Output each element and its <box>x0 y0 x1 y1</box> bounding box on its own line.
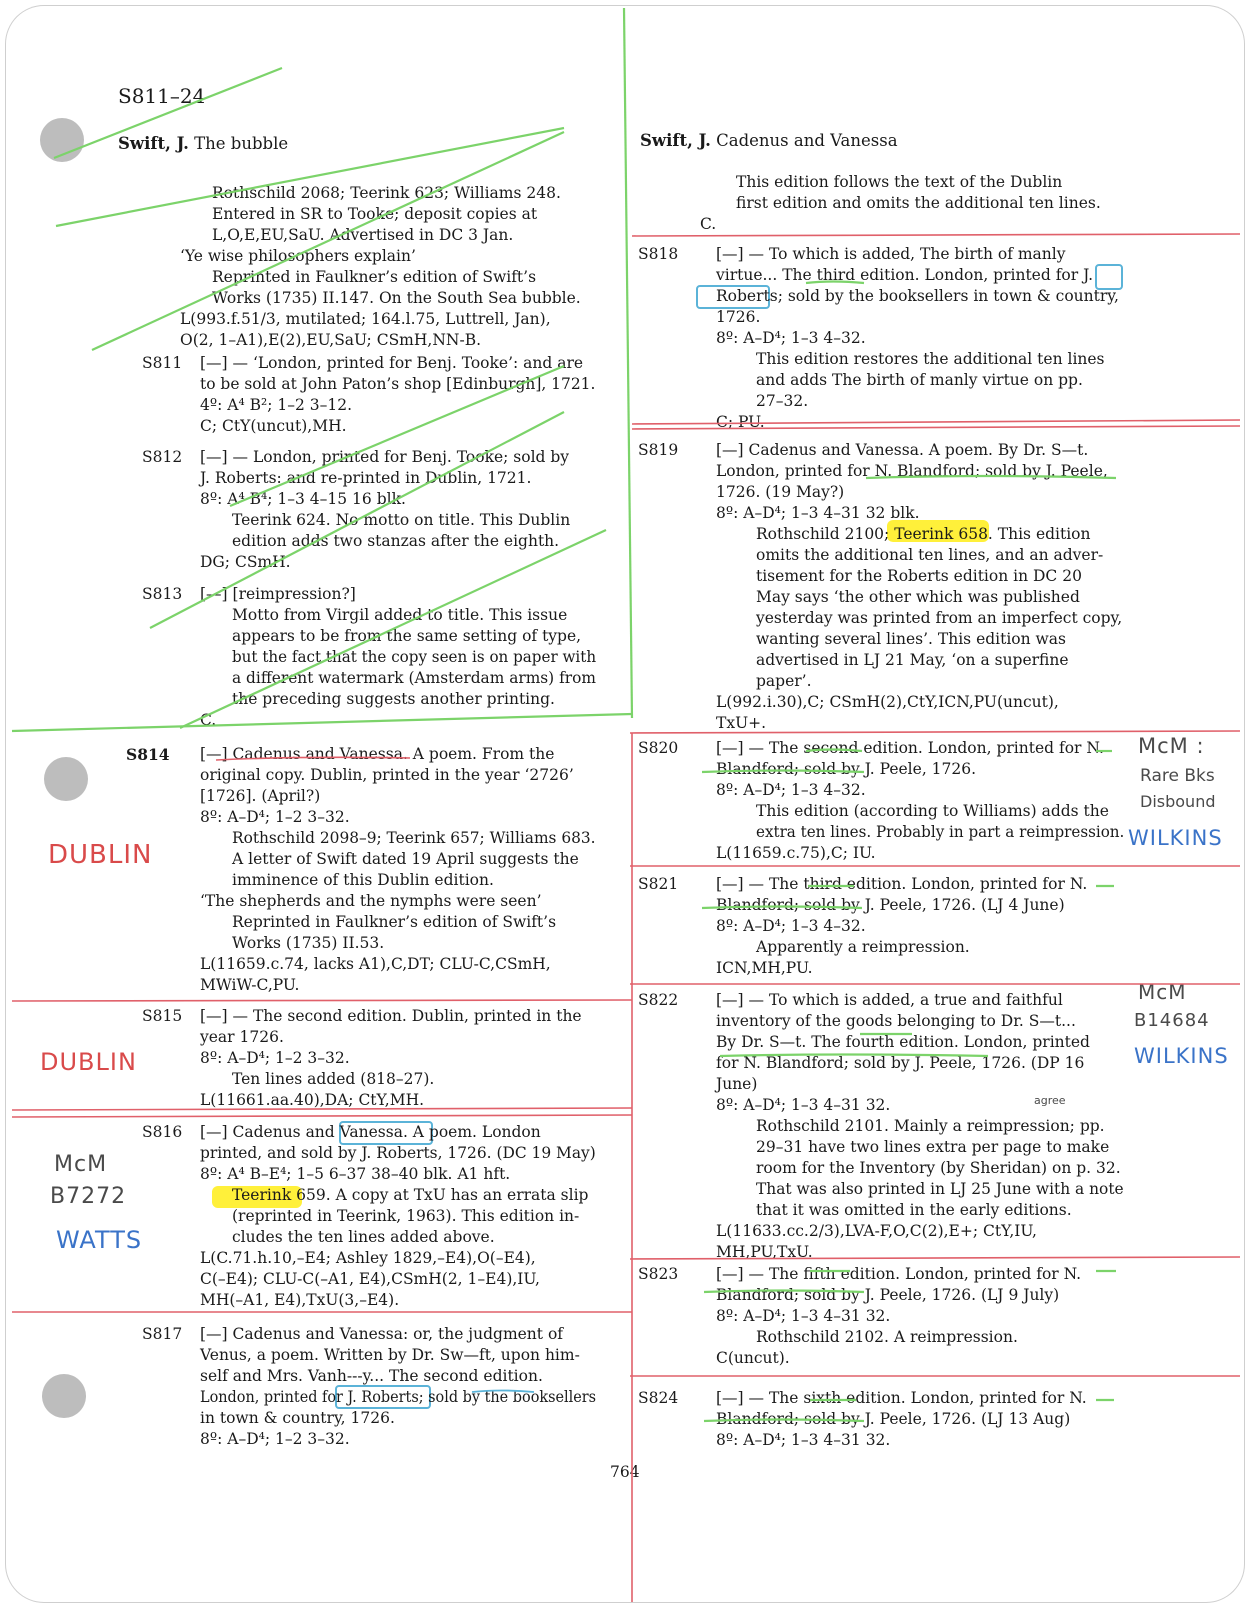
entry-id-s822: S822 <box>638 991 679 1009</box>
green-underline-blandford-s820 <box>702 771 864 773</box>
entry-line: Works (1735) II.53. <box>232 934 385 952</box>
entry-line: paper’. <box>756 672 812 690</box>
entry-line: [—] — The second edition. Dublin, printed in the <box>200 1007 582 1025</box>
entry-line: 8º: A–D⁴; 1–3 4–32. <box>716 781 866 799</box>
entry-id-s818: S818 <box>638 245 679 263</box>
annotation-wilkins-1: WILKINS <box>1128 826 1223 850</box>
green-underline-blandford-s824 <box>704 1420 864 1422</box>
entry-line: L(11659.c.75),C; IU. <box>716 844 876 862</box>
entry-id-s817: S817 <box>142 1325 183 1343</box>
entry-line: London, printed for J. Roberts; sold by the booksellers <box>200 1388 597 1406</box>
red-rule-3 <box>632 426 1240 429</box>
entry-line: This edition follows the text of the Dublin <box>736 173 1063 191</box>
entry-line: yesterday was printed from an imperfect copy, <box>756 609 1123 627</box>
entry-line: inventory of the goods belonging to Dr. S—t... <box>716 1012 1076 1030</box>
entry-line: C; PU. <box>716 413 765 431</box>
red-underline-cadenus <box>216 757 410 760</box>
entry-line: L(C.71.h.10,–E4; Ashley 1829,–E4),O(–E4), <box>200 1249 536 1267</box>
entry-line: 27–32. <box>756 392 809 410</box>
entry-line: tisement for the Roberts edition in DC 20 <box>756 567 1082 585</box>
entry-line: 8º: A⁴ B–E⁴; 1–5 6–37 38–40 blk. A1 hft. <box>200 1165 511 1183</box>
entry-line: virtue... The third edition. London, printed for J. <box>716 266 1094 284</box>
entry-line: 1726. <box>716 308 761 326</box>
blue-underline-second-s817 <box>472 1391 534 1393</box>
entry-line: ‘The shepherds and the nymphs were seen’ <box>200 892 542 910</box>
green-underline-blandford-s822 <box>720 1055 988 1057</box>
entry-line: DG; CSmH. <box>200 553 291 571</box>
entry-line: [—] [reimpression?] <box>200 585 356 603</box>
entry-line: This edition restores the additional ten lines <box>756 350 1105 368</box>
entry-line: 8º: A–D⁴; 1–2 3–32. <box>200 808 350 826</box>
annotation-agree: agree <box>1034 1094 1066 1107</box>
entry-id-s823: S823 <box>638 1265 679 1283</box>
entry-line: C. <box>700 215 717 233</box>
entry-line: L(11633.cc.2/3),LVA-F,O,C(2),E+; CtY,IU, <box>716 1222 1037 1240</box>
entry-line: but the fact that the copy seen is on paper with <box>232 648 597 666</box>
entry-line: 8º: A⁴ B⁴; 1–3 4–15 16 blk. <box>200 490 406 508</box>
entry-line: in town & country, 1726. <box>200 1409 395 1427</box>
entry-line: to be sold at John Paton’s shop [Edinburgh], 1721. <box>200 375 596 393</box>
entry-line: By Dr. S—t. The fourth edition. London, printed <box>716 1033 1090 1051</box>
entry-id-s819: S819 <box>638 441 679 459</box>
annotation-mcm-1: McM <box>54 1152 108 1177</box>
red-rule-1 <box>632 234 1240 236</box>
right-heading-author: Swift, J. <box>640 131 711 150</box>
entry-line: 8º: A–D⁴; 1–3 4–32. <box>716 329 866 347</box>
annotation-wilkins-2: WILKINS <box>1134 1044 1229 1068</box>
entry-line: wanting several lines’. This edition was <box>756 630 1067 648</box>
entry-line: C. <box>200 711 217 729</box>
entry-line: TxU+. <box>716 714 767 732</box>
green-slash-4 <box>230 366 564 506</box>
entry-line: [—] — London, printed for Benj. Tooke; sold by <box>200 448 570 466</box>
left-intro-line: O(2, 1–A1),E(2),EU,SaU; CSmH,NN-B. <box>180 331 482 349</box>
entry-line: [—] — ‘London, printed for Benj. Tooke’: and are <box>200 354 584 372</box>
annotation-rare-bks: Rare Bks <box>1140 766 1215 786</box>
entry-line: 1726. (19 May?) <box>716 483 845 501</box>
entry-line: (reprinted in Teerink, 1963). This edition in- <box>232 1207 580 1225</box>
green-slash-5 <box>150 412 564 628</box>
entry-id-s814: S814 <box>126 745 170 764</box>
entry-line: June) <box>716 1075 758 1093</box>
entry-line: May says ‘the other which was published <box>756 588 1080 606</box>
entry-line: a different watermark (Amsterdam arms) from <box>232 669 596 687</box>
entry-id-s820: S820 <box>638 739 679 757</box>
annotation-mcm-3: McM <box>1138 980 1187 1004</box>
entry-line: edition adds two stanzas after the eighth. <box>232 532 560 550</box>
page-code: S811–24 <box>118 84 206 108</box>
entry-id-s811: S811 <box>142 354 183 372</box>
entry-line: [—] Cadenus and Vanessa. A poem. By Dr. S—t. <box>716 441 1089 459</box>
entry-line: Motto from Virgil added to title. This issue <box>232 606 568 624</box>
entry-line: [—] — To which is added, The birth of manly <box>716 245 1066 263</box>
entry-line: Teerink 624. No motto on title. This Dublin <box>232 511 571 529</box>
entry-line: 8º: A–D⁴; 1–3 4–31 32. <box>716 1307 891 1325</box>
entry-line: L(992.i.30),C; CSmH(2),CtY,ICN,PU(uncut), <box>716 693 1059 711</box>
entry-line: Venus, a poem. Written by Dr. Sw—ft, upon him- <box>200 1346 580 1364</box>
entry-line: room for the Inventory (by Sheridan) on p. 32. <box>756 1159 1121 1177</box>
annotation-dublin-2: DUBLIN <box>40 1048 137 1076</box>
entry-line: C(uncut). <box>716 1349 790 1367</box>
entry-id-s824: S824 <box>638 1389 679 1407</box>
entry-line: original copy. Dublin, printed in the year ‘2726’ <box>200 766 574 784</box>
entry-line: [—] Cadenus and Vanessa. A poem. London <box>200 1123 541 1141</box>
entry-id-s821: S821 <box>638 875 679 893</box>
entry-line: printed, and sold by J. Roberts, 1726. (DC 19 May) <box>200 1144 596 1162</box>
entry-line: that it was omitted in the early editions. <box>756 1201 1072 1219</box>
entry-id-s815: S815 <box>142 1007 183 1025</box>
entry-line: Blandford; sold by J. Peele, 1726. (LJ 13 Aug) <box>716 1410 1071 1428</box>
red-rule-9 <box>12 1000 632 1001</box>
red-rule-7 <box>630 1257 1240 1259</box>
entry-line: appears to be from the same setting of type, <box>232 627 582 645</box>
entry-line: Blandford; sold by J. Peele, 1726. (LJ 9 July) <box>716 1286 1060 1304</box>
entry-line: Rothschild 2098–9; Teerink 657; Williams 683. <box>232 829 596 847</box>
annotation-b14684: B14684 <box>1134 1010 1210 1031</box>
entry-line: imminence of this Dublin edition. <box>232 871 494 889</box>
entry-line: for N. Blandford; sold by J. Peele, 1726. (DP 16 <box>716 1054 1085 1072</box>
entry-line: the preceding suggests another printing. <box>232 690 555 708</box>
entry-line: MWiW-C,PU. <box>200 976 300 994</box>
entry-line: That was also printed in LJ 25 June with a note <box>756 1180 1124 1198</box>
entry-line: 4º: A⁴ B²; 1–2 3–12. <box>200 396 353 414</box>
green-slash-6 <box>180 530 606 728</box>
entry-line: J. Roberts: and re-printed in Dublin, 1721. <box>200 469 532 487</box>
left-intro-line: Rothschild 2068; Teerink 623; Williams 248. <box>212 184 561 202</box>
red-rule-11 <box>12 1115 632 1117</box>
entry-line: Blandford; sold by J. Peele, 1726. (LJ 4 June) <box>716 896 1065 914</box>
entry-line: 8º: A–D⁴; 1–3 4–31 32 blk. <box>716 504 920 522</box>
red-rule-10 <box>12 1108 632 1110</box>
entry-line: and adds The birth of manly virtue on pp. <box>756 371 1083 389</box>
left-intro-line: Reprinted in Faulkner’s edition of Swift’s <box>212 268 537 286</box>
green-slash-1 <box>54 68 282 158</box>
entry-line: A letter of Swift dated 19 April suggests the <box>232 850 579 868</box>
left-intro-line: Entered in SR to Tooke; deposit copies at <box>212 205 538 223</box>
entry-line: first edition and omits the additional ten lines. <box>736 194 1101 212</box>
entry-line: Blandford; sold by J. Peele, 1726. <box>716 760 977 778</box>
left-intro-line: L,O,E,EU,SaU. Advertised in DC 3 Jan. <box>212 226 514 244</box>
green-underline-blandford-s821 <box>702 907 862 909</box>
green-rule-s813 <box>12 714 632 731</box>
green-underline-third-s818 <box>806 282 864 284</box>
right-heading-title: Cadenus and Vanessa <box>716 131 898 150</box>
green-column-divider <box>624 8 632 718</box>
entry-line: 29–31 have two lines extra per page to make <box>756 1138 1110 1156</box>
annotation-b7272: B7272 <box>50 1184 127 1209</box>
entry-line: [—] — The third edition. London, printed for N. <box>716 875 1088 893</box>
entry-id-s813: S813 <box>142 585 183 603</box>
page-number: 764 <box>610 1463 640 1481</box>
entry-line: Ten lines added (818–27). <box>232 1070 435 1088</box>
red-rule-2 <box>632 420 1240 424</box>
entry-line: [1726]. (April?) <box>200 787 321 805</box>
entry-line: Roberts; sold by the booksellers in town & country, <box>716 287 1119 305</box>
entry-line: 8º: A–D⁴; 1–3 4–32. <box>716 917 866 935</box>
annotation-disbound: Disbound <box>1140 792 1216 811</box>
red-rule-4 <box>630 731 1240 733</box>
left-intro-line: ‘Ye wise philosophers explain’ <box>180 247 416 265</box>
entry-line: L(11659.c.74, lacks A1),C,DT; CLU-C,CSmH, <box>200 955 551 973</box>
entry-line: omits the additional ten lines, and an adver- <box>756 546 1104 564</box>
entry-line: Reprinted in Faulkner’s edition of Swift’s <box>232 913 557 931</box>
annotation-watts: WATTS <box>56 1226 143 1254</box>
entry-line: self and Mrs. Vanh---y... The second edition. <box>200 1367 543 1385</box>
entry-line: 8º: A–D⁴; 1–3 4–31 32. <box>716 1096 891 1114</box>
green-underline-blandford-s823 <box>704 1291 864 1293</box>
entry-line: [—] Cadenus and Vanessa. A poem. From the <box>200 745 555 763</box>
entry-line: 8º: A–D⁴; 1–3 4–31 32. <box>716 1431 891 1449</box>
annotation-dublin-1: DUBLIN <box>48 840 153 870</box>
entry-line: [—] — The fifth edition. London, printed for N. <box>716 1265 1082 1283</box>
entry-line: MH(–A1, E4),TxU(3,–E4). <box>200 1291 400 1309</box>
entry-line: [—] — The second edition. London, printed for N. <box>716 739 1104 757</box>
green-slash-3 <box>92 132 564 350</box>
green-underline-s819 <box>866 476 1116 478</box>
entry-line: This edition (according to Williams) adds the <box>756 802 1109 820</box>
green-slash-2 <box>56 128 564 226</box>
green-underline-second-s820 <box>806 750 862 752</box>
entry-line: year 1726. <box>200 1028 284 1046</box>
left-intro-line: L(993.f.51/3, mutilated; 164.l.75, Luttrell, Jan), <box>180 310 551 328</box>
entry-line: cludes the ten lines added above. <box>232 1228 495 1246</box>
left-heading-title: The bubble <box>194 134 289 153</box>
entry-id-s812: S812 <box>142 448 183 466</box>
entry-line: ICN,MH,PU. <box>716 959 813 977</box>
entry-line: [—] — The sixth edition. London, printed for N. <box>716 1389 1087 1407</box>
entry-line: extra ten lines. Probably in part a reimpression. <box>756 823 1125 841</box>
entry-line: Rothschild 2100; Teerink 658. This edition <box>756 525 1091 543</box>
entry-line: C(–E4); CLU-C(–A1, E4),CSmH(2, 1–E4),IU, <box>200 1270 540 1288</box>
left-intro-line: Works (1735) II.147. On the South Sea bubble. <box>212 289 581 307</box>
left-heading-author: Swift, J. <box>118 134 189 153</box>
entry-line: MH,PU,TxU. <box>716 1243 813 1261</box>
entry-line: advertised in LJ 21 May, ‘on a superfine <box>756 651 1069 669</box>
entry-line: Rothschild 2101. Mainly a reimpression; pp. <box>756 1117 1105 1135</box>
entry-line: Teerink 659. A copy at TxU has an errata slip <box>232 1186 589 1204</box>
entry-line: C; CtY(uncut),MH. <box>200 417 347 435</box>
entry-id-s816: S816 <box>142 1123 183 1141</box>
entry-line: Rothschild 2102. A reimpression. <box>756 1328 1018 1346</box>
entry-line: London, printed for N. Blandford; sold by J. Peele, <box>716 462 1108 480</box>
annotation-mcm-2: McM : <box>1138 734 1205 758</box>
entry-line: 8º: A–D⁴; 1–2 3–32. <box>200 1430 350 1448</box>
entry-line: Apparently a reimpression. <box>756 938 970 956</box>
entry-line: [—] Cadenus and Vanessa: or, the judgment of <box>200 1325 564 1343</box>
entry-line: L(11661.aa.40),DA; CtY,MH. <box>200 1091 425 1109</box>
entry-line: 8º: A–D⁴; 1–2 3–32. <box>200 1049 350 1067</box>
entry-line: [—] — To which is added, a true and faithful <box>716 991 1063 1009</box>
